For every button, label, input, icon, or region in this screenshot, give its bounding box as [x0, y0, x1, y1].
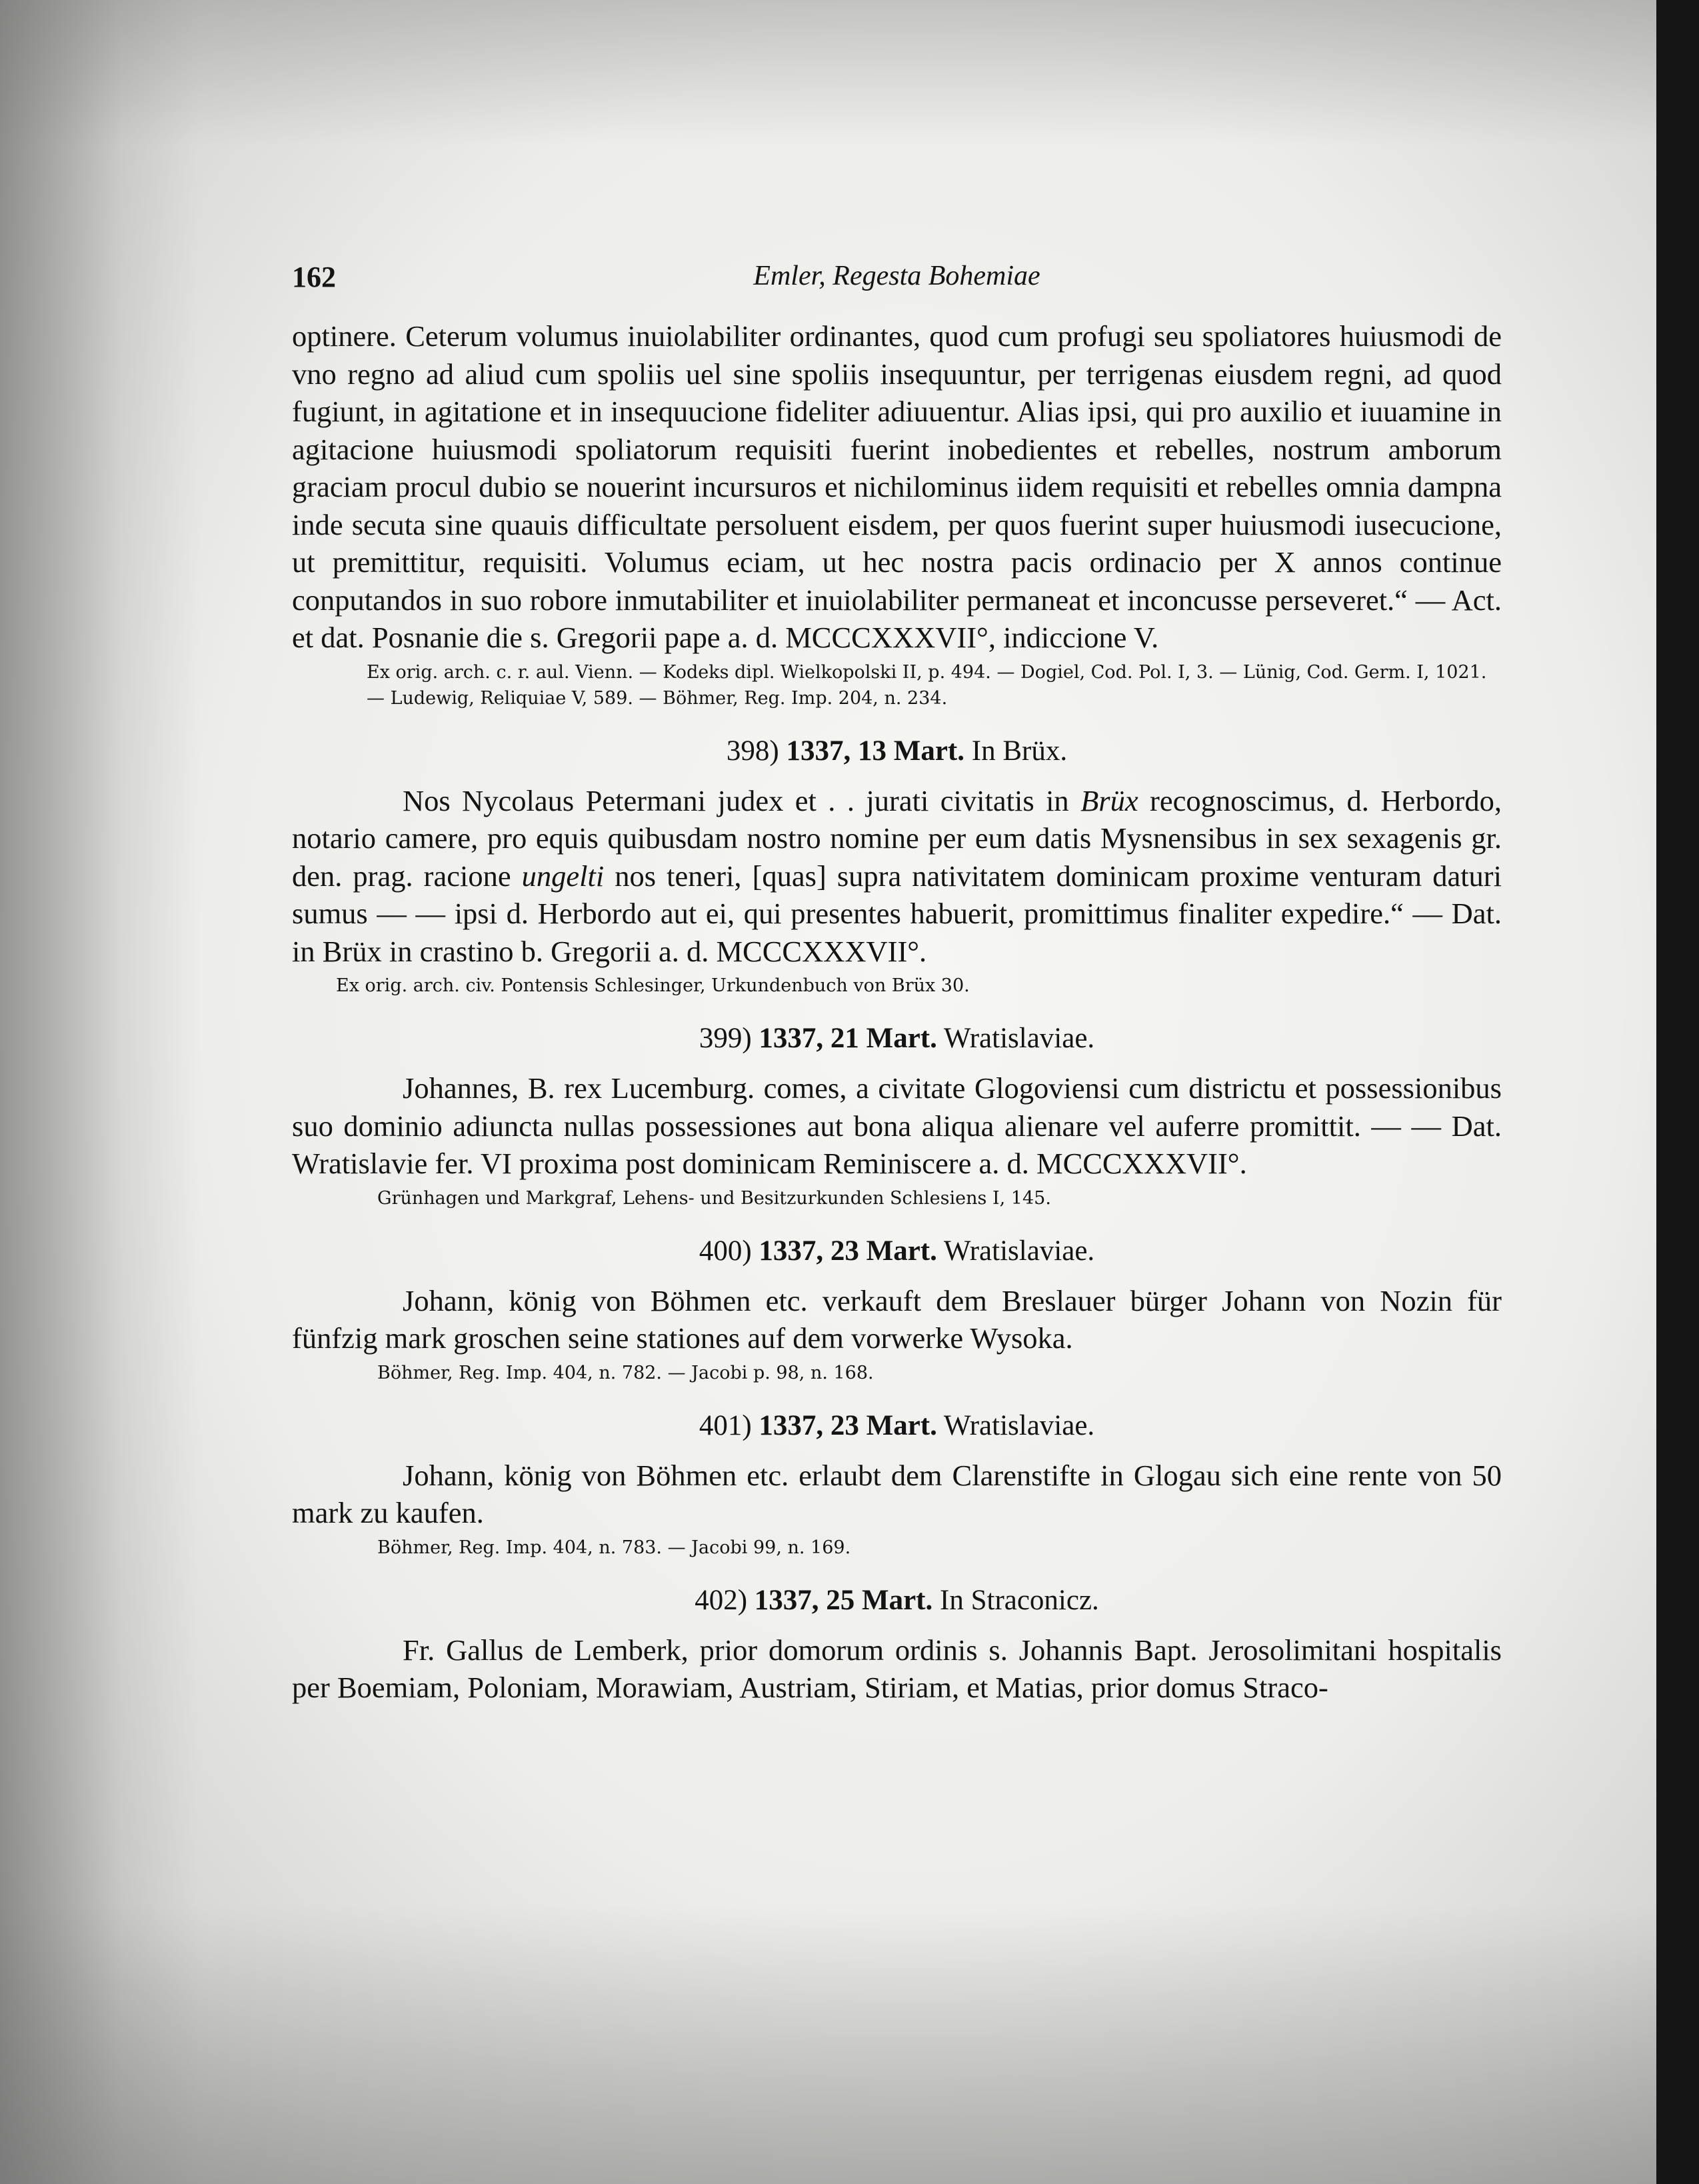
- page-content: [292, 260, 1502, 1707]
- entry-text: [292, 782, 1502, 971]
- running-title: Emler, Regesta Bohemiae: [753, 261, 1040, 291]
- page-header: [292, 260, 1502, 304]
- entry-source: Grünhagen und Markgraf, Lehens- und Besitzurkunden Schlesiens I, 145.: [377, 1187, 1051, 1209]
- entry-text: Fr. Gallus de Lemberk, prior domorum ordinis s. Johannis Bapt. Jerosolimitani hospitalis per Boemiam, Poloniam, Morawiam, Austriam, Stiriam, et Matias, prior domus Straco-: [292, 1633, 1502, 1704]
- entry-place: In Straconicz.: [940, 1584, 1099, 1616]
- entry-source: Ex orig. arch. civ. Pontensis Schlesinger, Urkundenbuch von Brüx 30.: [336, 975, 970, 996]
- entry-date: 1337, 13 Mart.: [786, 735, 964, 767]
- scan-shadow-bottom: [0, 1904, 1656, 2184]
- entry-heading: [292, 1407, 1502, 1445]
- entry-place: Wratislaviae.: [943, 1023, 1095, 1054]
- entry-source: Böhmer, Reg. Imp. 404, n. 783. — Jacobi 99, n. 169.: [377, 1537, 851, 1558]
- entry-text-part: recognoscimus, d. Herbordo, notario camere, pro equis quibusdam nostro nomine per eum datis Mysnensibus in sex sexagenis gr. den. prag. racione: [292, 783, 1502, 893]
- entry-place: In Brüx.: [971, 735, 1068, 767]
- entry-date: 1337, 23 Mart.: [759, 1409, 937, 1441]
- entry-number: 398): [726, 735, 779, 767]
- entry-heading: [292, 1020, 1502, 1057]
- entry-399: [292, 1020, 1502, 1211]
- entry-text: Johann, könig von Böhmen etc. erlaubt dem Clarenstifte in Glogau sich eine rente von 50 mark zu kaufen.: [292, 1458, 1502, 1529]
- entry-heading: [292, 733, 1502, 770]
- continuation-source: Ex orig. arch. c. r. aul. Vienn. — Kodeks dipl. Wielkopolski II, p. 494. — Dogiel, Cod. Pol. I, 3. — Lünig, Cod. Germ. I, 1021. — Ludewig, Reliquiae V, 589. — Böhmer, Reg. Imp. 204, n. 234.: [367, 661, 1487, 709]
- entry-date: 1337, 25 Mart.: [754, 1584, 933, 1616]
- entry-text-part: Nos Nycolaus Petermani judex et . . jurati civitatis in: [403, 783, 1081, 817]
- entry-text-italic: Brüx: [1080, 783, 1138, 817]
- entry-place: Wratislaviae.: [943, 1409, 1095, 1441]
- entry-place: Wratislaviae.: [943, 1235, 1095, 1267]
- entry-401: [292, 1407, 1502, 1561]
- entry-number: 399): [699, 1023, 752, 1054]
- entry-source: Böhmer, Reg. Imp. 404, n. 782. — Jacobi p. 98, n. 168.: [377, 1362, 874, 1383]
- entry-398: [292, 733, 1502, 999]
- entry-number: 402): [695, 1584, 748, 1616]
- scan-shadow-top: [0, 0, 1656, 147]
- entry-number: 401): [699, 1409, 752, 1441]
- entry-date: 1337, 21 Mart.: [759, 1023, 937, 1054]
- entry-date: 1337, 23 Mart.: [759, 1235, 937, 1267]
- entry-number: 400): [699, 1235, 752, 1267]
- entry-text: Johannes, B. rex Lucemburg. comes, a civitate Glogoviensi cum districtu et possessionibus suo dominio adiuncta nullas possessiones aut bona aliqua alienare vel auferre promittit. — — Dat. Wratislavie fer. VI proxima post dominicam Reminiscere a. d. MCCCXXXVII°.: [292, 1071, 1502, 1180]
- entry-heading: [292, 1233, 1502, 1270]
- entry-text-italic: ungelti: [521, 859, 605, 893]
- entry-heading: [292, 1582, 1502, 1619]
- page-number: 162: [292, 261, 336, 293]
- entry-text: Johann, könig von Böhmen etc. verkauft dem Breslauer bürger Johann von Nozin für fünfzig mark groschen seine stationes auf dem vorwerke Wysoka.: [292, 1283, 1502, 1355]
- entry-402: [292, 1582, 1502, 1707]
- continuation-text: optinere. Ceterum volumus inuiolabiliter ordinantes, quod cum profugi seu spoliatores huiusmodi de vno regno ad aliud cum spoliis uel sine spoliis insequuntur, per terrigenas eiusdem regni, ad quod fugiunt, in agitatione et in insequucione fideliter adiuuentur. Alias ipsi, qui pro auxilio et iuuamine in agitacione huiusmodi spoliatorum requisiti fuerint inobedientes et rebelles, nostrum amborum graciam procul dubio se nouerint incursuros et nichilominus iidem requisiti et rebelles omnia dampna inde secuta sine quauis difficultate persoluent eisdem, per quos fuerint super huiusmodi iusecucione, ut premittitur, requisiti. Volumus eciam, ut hec nostra pacis ordinacio per X annos continue conputandos in suo robore inmutabiliter et inuiolabiliter permaneat et inconcusse perseveret.“ — Act. et dat. Posnanie die s. Gregorii pape a. d. MCCCXXXVII°, indiccione V.: [292, 319, 1502, 654]
- scan-shadow-left: [0, 0, 200, 2184]
- entry-text-part: nos teneri, [quas] supra nativitatem dominicam proxime venturam daturi sumus — — ipsi d. Herbordo aut ei, qui presentes habuerit, promittimus finaliter expedire.“ — Dat. in Brüx in crastino b. Gregorii a. d. MCCCXXXVII°.: [292, 859, 1502, 968]
- entry-400: [292, 1233, 1502, 1386]
